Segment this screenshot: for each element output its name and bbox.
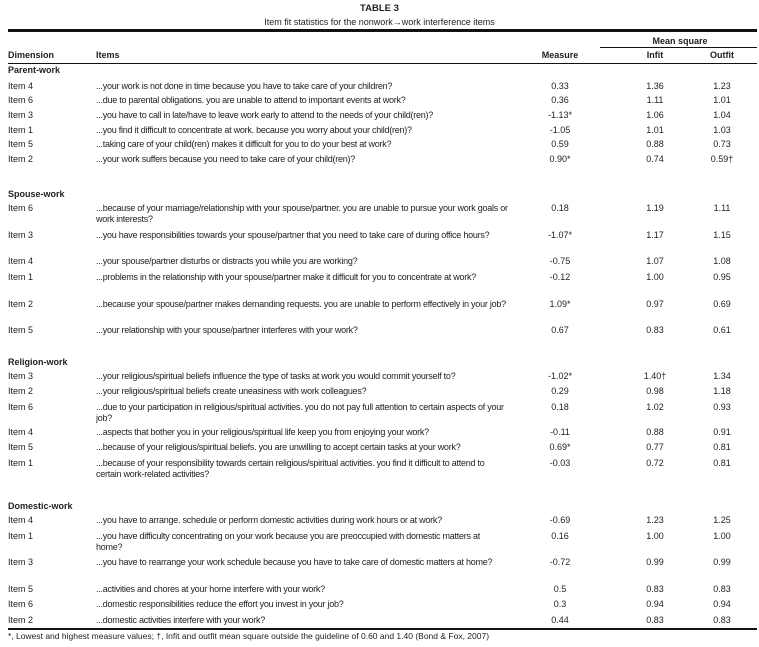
item-id: Item 1 [8,531,34,541]
measure-value: 0.44 [551,615,569,625]
outfit-value: 0.99 [713,557,731,567]
outfit-value: 1.01 [713,95,731,105]
item-text: ...activities and chores at your home interfere with your work? [96,584,325,594]
outfit-value: 0.95 [713,272,731,282]
infit-value: 1.02 [646,402,664,412]
item-text: ...your work suffers because you need to take care of your child(ren)? [96,154,355,164]
item-id: Item 4 [8,515,34,525]
table-title: TABLE 3 [360,3,399,14]
infit-value: 0.97 [646,299,664,309]
measure-value: 0.33 [551,81,569,91]
footnote: *, Lowest and highest measure values; †, Infit and outfit mean square outside the guideline of 0.60 and 1.40 (Bond & Fox, 2007) [8,631,490,641]
header-outfit: Outfit [710,50,734,60]
outfit-value: 0.83 [713,584,731,594]
item-id: Item 2 [8,154,34,164]
outfit-value: 1.11 [713,203,731,213]
measure-value: -1.13* [547,110,573,120]
infit-value: 0.94 [646,599,664,609]
measure-value: 0.5 [553,584,567,594]
item-id: Item 5 [8,584,34,594]
item-text: ...because of your marriage/relationship with your spouse/partner. you are unable to pursue your work goals or work interests? [96,203,508,224]
measure-value: 0.18 [551,203,569,213]
outfit-value: 0.91 [713,427,731,437]
outfit-value: 0.59† [710,154,734,164]
item-id: Item 5 [8,442,34,452]
item-text: ...due to your participation in religious/spiritual activities. you do not pay full attention to certain aspects of your job? [96,402,504,423]
measure-value: -0.12 [549,272,571,282]
outfit-value: 0.81 [713,458,731,468]
bottom-rule [8,628,757,630]
measure-value: 0.59 [551,139,569,149]
infit-value: 0.77 [646,442,664,452]
outfit-value: 0.83 [713,615,731,625]
item-text: ...you have responsibilities towards your spouse/partner that you need to take care of during office hours? [96,230,490,240]
table-subtitle: Item fit statistics for the nonwork→work interference items [264,17,495,27]
item-text: ...because of your religious/spiritual beliefs. you are unwilling to accept certain tasks at your work? [96,442,461,452]
item-text: ...your religious/spiritual beliefs influence the type of tasks at work you would commit yourself to? [96,371,456,381]
measure-value: -1.02* [547,371,573,381]
section-label: Religion-work [8,357,68,367]
infit-value: 0.72 [646,458,664,468]
item-text: ...aspects that bother you in your religious/spiritual life keep you from enjoying your work? [96,427,429,437]
item-text: ...because of your responsibility towards certain religious/spiritual activities. you find it difficult to attend to certain work-related activities? [96,458,485,479]
outfit-value: 1.04 [713,110,731,120]
item-id: Item 6 [8,402,34,412]
section-label: Domestic-work [8,501,73,511]
item-text: ...you have difficulty concentrating on your work because you are preoccupied with domestic matters at home? [96,531,481,552]
measure-value: -1.05 [549,125,571,135]
infit-value: 0.74 [646,154,664,164]
item-text: ...because your spouse/partner makes demanding requests. you are unable to perform effectively in your job? [96,299,506,309]
item-text: ...due to parental obligations. you are unable to attend to important events at work? [96,95,406,105]
infit-value: 0.83 [646,615,664,625]
infit-value: 0.99 [646,557,664,567]
item-id: Item 3 [8,371,34,381]
item-text: ...you have to call in late/have to leave work early to attend to the needs of your child(ren)? [96,110,433,120]
measure-value: -0.72 [549,557,571,567]
infit-value: 0.83 [646,584,664,594]
measure-value: -0.75 [549,256,571,266]
item-text: ...domestic activities interfere with your work? [96,615,266,625]
item-text: ...your religious/spiritual beliefs create uneasiness with work colleagues? [96,386,367,396]
section-label: Spouse-work [8,189,65,199]
measure-value: -1.07* [547,230,573,240]
section-label: Parent-work [8,65,61,75]
outfit-value: 1.00 [713,531,731,541]
infit-value: 1.07 [646,256,664,266]
measure-value: 1.09* [549,299,571,309]
header-infit: Infit [646,50,664,60]
infit-value: 1.11 [646,95,664,105]
item-text: ...your relationship with your spouse/partner interferes with your work? [96,325,358,335]
infit-value: 0.98 [646,386,664,396]
header-measure: Measure [541,50,579,60]
measure-value: 0.69* [549,442,571,452]
item-text: ...your work is not done in time because you have to take care of your children? [96,81,393,91]
measure-value: 0.18 [551,402,569,412]
infit-value: 1.19 [646,203,664,213]
item-id: Item 3 [8,230,34,240]
infit-value: 0.88 [646,427,664,437]
header-rule [8,63,757,64]
mean-square-rule [600,47,757,48]
top-rule [8,29,757,32]
item-id: Item 6 [8,95,34,105]
item-id: Item 5 [8,325,34,335]
item-text: ...you have to arrange. schedule or perform domestic activities during work hours or at work? [96,515,442,525]
outfit-value: 0.61 [713,325,731,335]
infit-value: 1.23 [646,515,664,525]
outfit-value: 0.94 [713,599,731,609]
item-text: ...you find it difficult to concentrate at work. because you worry about your child(ren)? [96,125,412,135]
infit-value: 1.17 [646,230,664,240]
outfit-value: 0.81 [713,442,731,452]
item-id: Item 2 [8,386,34,396]
outfit-value: 1.18 [713,386,731,396]
measure-value: -0.11 [550,427,570,437]
item-id: Item 1 [8,458,34,468]
outfit-value: 0.69 [713,299,731,309]
outfit-value: 1.03 [713,125,731,135]
infit-value: 0.83 [646,325,664,335]
item-id: Item 2 [8,299,34,309]
item-id: Item 4 [8,256,34,266]
infit-value: 0.88 [646,139,664,149]
header-items: Items [96,50,120,60]
item-text: ...taking care of your child(ren) makes it difficult for you to do your best at work? [96,139,392,149]
outfit-value: 1.34 [713,371,731,381]
infit-value: 1.40† [643,371,667,381]
item-id: Item 1 [8,125,34,135]
item-id: Item 5 [8,139,34,149]
measure-value: 0.36 [551,95,569,105]
infit-value: 1.06 [646,110,664,120]
measure-value: 0.3 [553,599,567,609]
outfit-value: 1.25 [713,515,731,525]
item-id: Item 4 [8,427,34,437]
header-mean-square: Mean square [652,36,708,46]
outfit-value: 1.23 [713,81,731,91]
item-text: ...your spouse/partner disturbs or distracts you while you are working? [96,256,358,266]
item-id: Item 4 [8,81,34,91]
item-text: ...problems in the relationship with your spouse/partner make it difficult for you to concentrate at work? [96,272,477,282]
item-text: ...domestic responsibilities reduce the effort you invest in your job? [96,599,344,609]
outfit-value: 0.93 [713,402,731,412]
infit-value: 1.00 [646,272,664,282]
measure-value: 0.67 [551,325,569,335]
item-id: Item 3 [8,557,34,567]
measure-value: 0.29 [551,386,569,396]
measure-value: 0.16 [551,531,569,541]
measure-value: 0.90* [549,154,571,164]
item-id: Item 6 [8,203,34,213]
header-dimension: Dimension [8,50,55,60]
measure-value: -0.69 [549,515,571,525]
infit-value: 1.01 [646,125,664,135]
infit-value: 1.00 [646,531,664,541]
measure-value: -0.03 [549,458,571,468]
item-id: Item 6 [8,599,34,609]
item-id: Item 2 [8,615,34,625]
item-id: Item 1 [8,272,34,282]
outfit-value: 1.15 [713,230,731,240]
item-id: Item 3 [8,110,34,120]
outfit-value: 0.73 [713,139,731,149]
outfit-value: 1.08 [713,256,731,266]
item-text: ...you have to rearrange your work schedule because you have to take care of domestic matters at home? [96,557,493,567]
infit-value: 1.36 [646,81,664,91]
